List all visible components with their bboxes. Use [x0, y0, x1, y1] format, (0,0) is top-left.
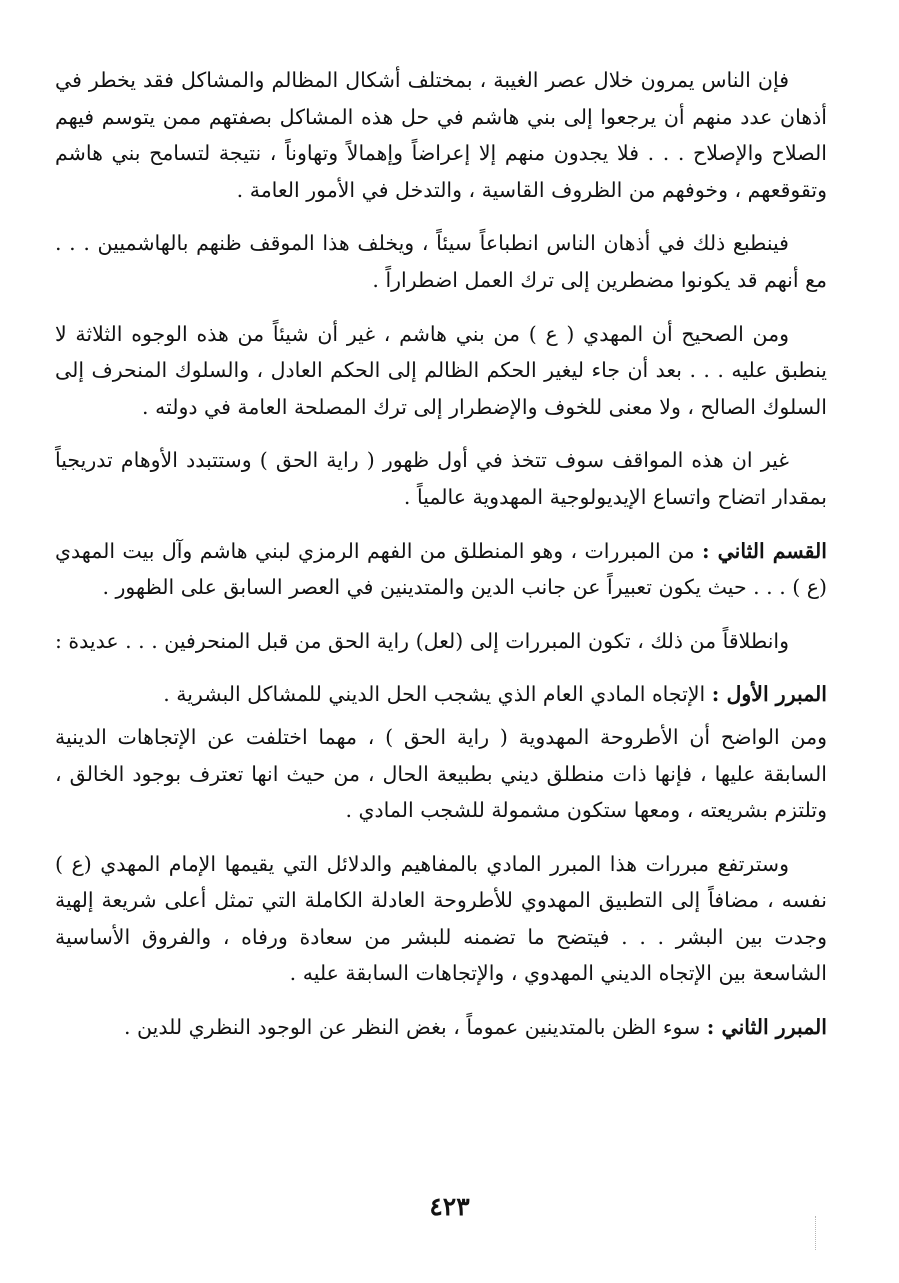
paragraph-5-text: من المبررات ، وهو المنطلق من الفهم الرمزي لبني هاشم وآل بيت المهدي (ع ) . . . حيث يكون تعبيراً عن جانب الدين والمتدينين في العصر السابق على الظهور . [55, 538, 827, 600]
paragraph-9 [55, 846, 827, 992]
paragraph-4 [55, 442, 827, 515]
paragraph-10 [55, 1009, 827, 1046]
scan-edge-marks [815, 1216, 822, 1250]
paragraph-1-text: فإن الناس يمرون خلال عصر الغيبة ، بمختلف أشكال المظالم والمشاكل فقد يخطر في أذهان عدد منهم أن يرجعوا إلى بني هاشم في حل هذه المشاكل بصفتهم ممن يتوسم فيهم الصلاح والإصلاح . . . فلا يجدون منهم إلا إعراضاً وإهمالاً وتهاوناً ، نتيجة لتسامح بني هاشم وتقوقعهم ، وخوفهم من الظروف القاسية ، والتدخل في الأمور العامة . [55, 68, 827, 202]
justification-heading-second: المبرر الثاني : [706, 1015, 827, 1040]
paragraph-8 [55, 719, 827, 829]
paragraph-7 [55, 676, 827, 713]
justification-heading-first: المبرر الأول : [711, 682, 827, 707]
paragraph-3-text: ومن الصحيح أن المهدي ( ع ) من بني هاشم ، غير أن شيئاً من هذه الوجوه الثلاثة لا ينطبق عليه . . . بعد أن جاء ليغير الحكم الظالم إلى الحكم العادل ، والسلوك المنحرف إلى السلوك الصالح ، ولا معنى للخوف والإضطرار إلى ترك المصلحة العامة في دولته . [55, 321, 827, 419]
section-heading-second-part: القسم الثاني : [702, 538, 827, 563]
paragraph-3 [55, 316, 827, 426]
paragraph-10-text: سوء الظن بالمتدينين عموماً ، بغض النظر عن الوجود النظري للدين . [123, 1015, 707, 1040]
paragraph-5 [55, 533, 827, 606]
paragraph-2-text: فينطبع ذلك في أذهان الناس انطباعاً سيئاً ، ويخلف هذا الموقف ظنهم بالهاشميين . . . مع أنهم قد يكونوا مضطرين إلى ترك العمل اضطراراً . [55, 231, 827, 292]
book-page-body [55, 62, 827, 1222]
paragraph-4-text: غير ان هذه المواقف سوف تتخذ في أول ظهور ( راية الحق ) وستتبدد الأوهام تدريجياً بمقدار اتضاح واتساع الإيديولوجية المهدوية عالمياً . [55, 448, 827, 509]
paragraph-1 [55, 62, 827, 208]
paragraph-6-text: وانطلاقاً من ذلك ، تكون المبررات إلى (لعل) راية الحق من قبل المنحرفين . . . عديدة : [55, 628, 789, 653]
paragraph-8-text: ومن الواضح أن الأطروحة المهدوية ( راية الحق ) ، مهما اختلفت عن الإتجاهات الدينية السابقة عليها ، فإنها ذات منطلق ديني بطبيعة الحال ، من حيث انها تعترف بوجود الخالق ، وتلتزم بشريعته ، ومعها ستكون مشمولة للشجب المادي . [55, 724, 827, 823]
paragraph-2 [55, 225, 827, 298]
paragraph-9-text: وسترتفع مبررات هذا المبرر المادي بالمفاهيم والدلائل التي يقيمها الإمام المهدي (ع ) نفسه ، مضافاً إلى التطبيق المهدوي للأطروحة العادلة الكاملة التي تمثل أعلى شريعة إلهية وجدت بين البشر . . . فيتضح ما تضمنه للبشر من سعادة ورفاه ، والفروق الأساسية الشاسعة بين الإتجاه الديني المهدوي ، والإتجاهات السابقة عليه . [55, 851, 827, 986]
paragraph-6 [55, 623, 827, 660]
paragraph-7-text: الإتجاه المادي العام الذي يشجب الحل الديني للمشاكل البشرية . [163, 682, 712, 707]
page-number: ٤٢٣ [429, 1192, 470, 1221]
